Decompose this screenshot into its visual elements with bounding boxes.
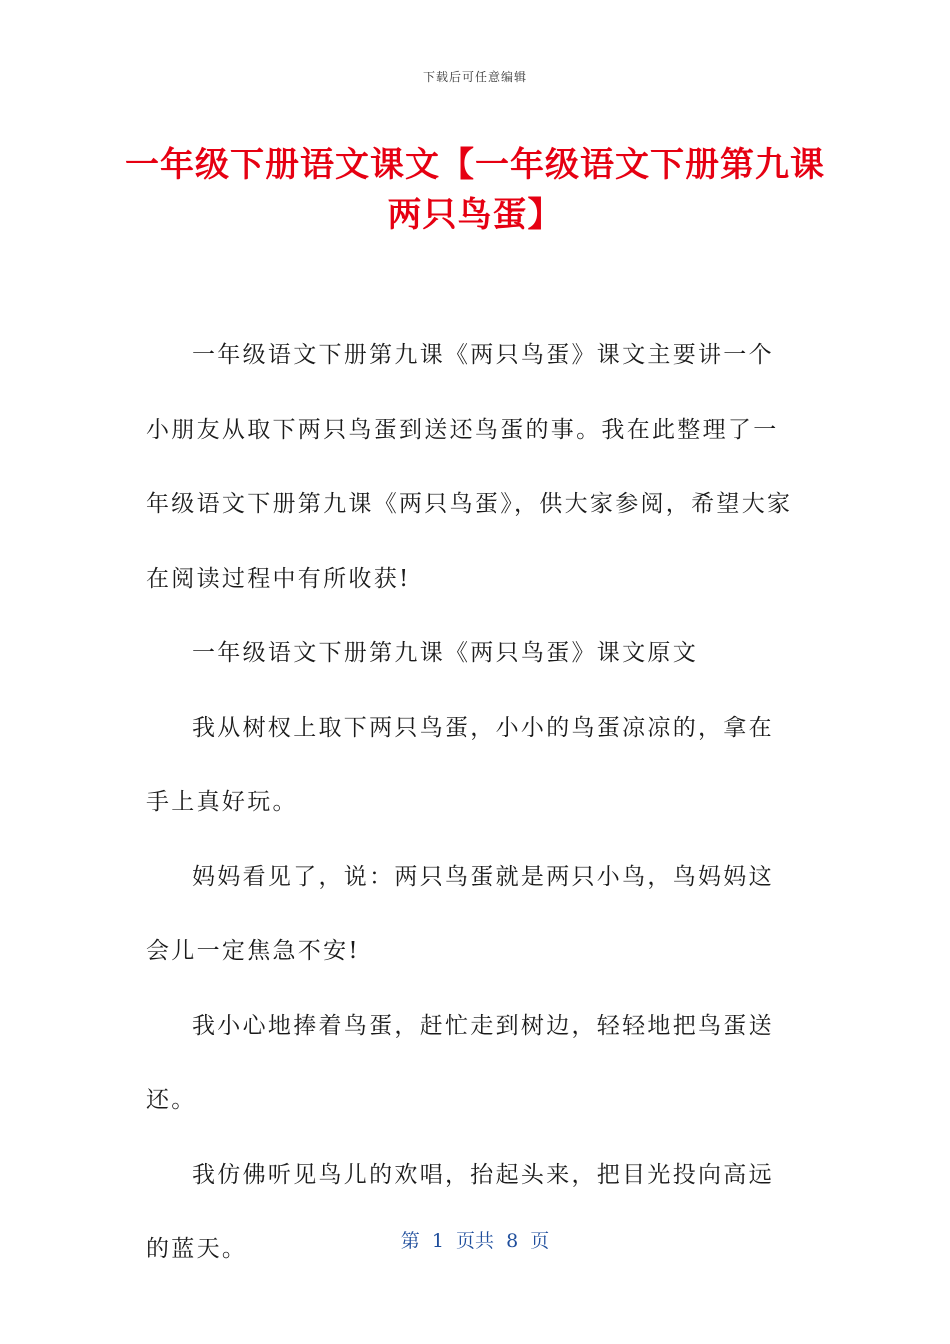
intro-paragraph: 一年级语文下册第九课《两只鸟蛋》课文主要讲一个小朋友从取下两只鸟蛋到送还鸟蛋的事。我在此整理了一年级语文下册第九课《两只鸟蛋》，供大家参阅，希望大家在阅读过程中有所收获! (146, 342, 793, 592)
document-title: 一年级下册语文课文【一年级语文下册第九课两只鸟蛋】 (125, 145, 825, 235)
section-heading: 一年级语文下册第九课《两只鸟蛋》课文原文 (192, 640, 698, 666)
page-number: 第 1 页共 8 页 (400, 1230, 550, 1252)
document-body (146, 318, 796, 1287)
text-paragraph: 妈妈看见了，说：两只鸟蛋就是两只小鸟，鸟妈妈这会儿一定焦急不安! (146, 863, 774, 964)
text-paragraph: 我仿佛听见鸟儿的欢唱，抬起头来，把目光投向高远的蓝天。 (146, 1161, 774, 1262)
text-paragraph: 我小心地捧着鸟蛋，赶忙走到树边，轻轻地把鸟蛋送还。 (146, 1012, 774, 1113)
header-note: 下载后可任意编辑 (422, 70, 527, 84)
text-paragraph: 我从树杈上取下两只鸟蛋，小小的鸟蛋凉凉的，拿在手上真好玩。 (146, 714, 774, 815)
